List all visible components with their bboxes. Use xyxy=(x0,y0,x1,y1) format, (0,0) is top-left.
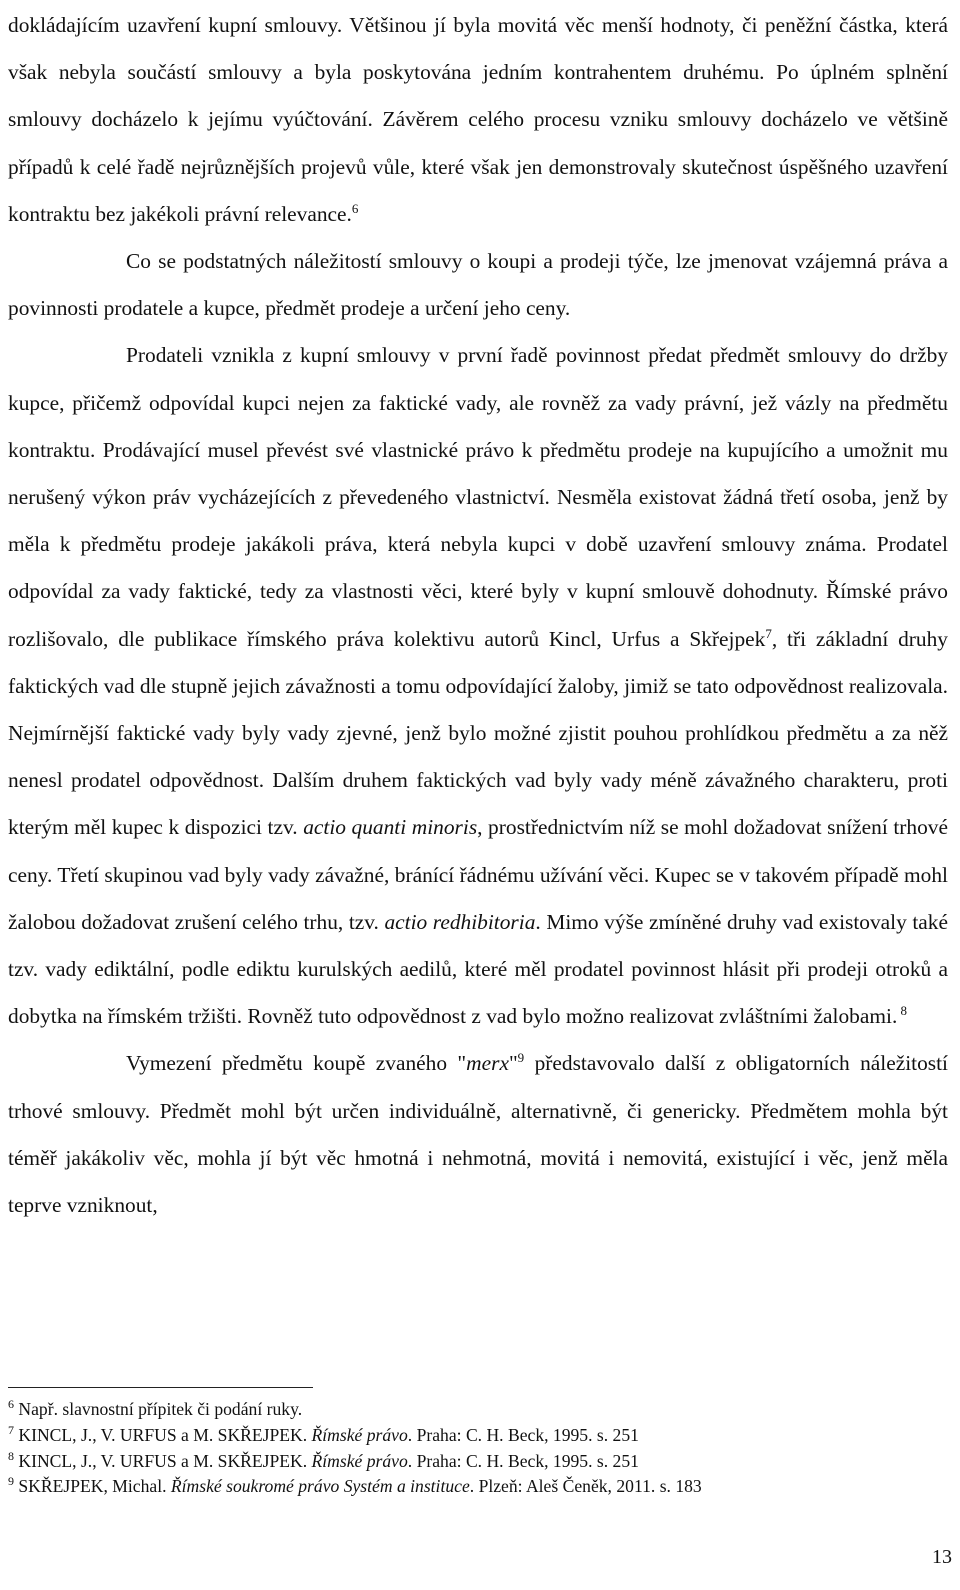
footnote xyxy=(8,1474,948,1500)
footnote-separator xyxy=(8,1387,313,1388)
paragraph xyxy=(8,1040,948,1229)
text-run: dokládajícím uzavření kupní smlouvy. Většinou jí byla movitá věc menší hodnoty, či peněžní částka, která však nebyla součástí smlouvy a byla poskytována jedním kontrahentem druhému. Po úplném splnění smlouvy docházelo k jejímu vyúčtování. Závěrem celého procesu vzniku smlouvy docházelo ve většině případů k celé řadě nejrůznějších projevů vůle, které však jen demonstrovaly skutečnost úspěšného uzavření kontraktu bez jakékoli právní relevance. xyxy=(8,13,948,226)
italic-term: merx xyxy=(466,1051,509,1076)
text-run: Např. slavnostní přípitek či podání ruky. xyxy=(14,1399,303,1419)
text-run: " xyxy=(508,1051,518,1076)
text-run: představovalo další z obligatorních náležitostí trhové smlouvy. Předmět mohl být určen individuálně, alternativně, či genericky. Předmětem mohla být téměř jakákoliv věc, mohla jí být věc hmotná i nehmotná, movitá i nemovitá, existující i věc, jenž měla teprve vzniknout, xyxy=(8,1051,948,1218)
italic-term: actio quanti minoris xyxy=(303,815,478,840)
text-run: . Praha: C. H. Beck, 1995. s. 251 xyxy=(407,1424,639,1445)
text-run: KINCL, J., V. URFUS a M. SKŘEJPEK. xyxy=(14,1424,312,1445)
italic-term: actio redhibitoria xyxy=(384,909,536,934)
paragraph xyxy=(8,332,948,1040)
text-run: . Plzeň: Aleš Čeněk, 2011. s. 183 xyxy=(469,1476,702,1497)
footnote xyxy=(8,1423,948,1449)
footnote-reference: 8 xyxy=(897,1003,908,1019)
text-run: KINCL, J., V. URFUS a M. SKŘEJPEK. xyxy=(14,1450,312,1471)
footnote xyxy=(8,1397,948,1423)
text-run: Co se podstatných náležitostí smlouvy o koupi a prodeji týče, lze jmenovat vzájemná práva a povinnosti prodatele a kupce, předmět prodeje a určení jeho ceny. xyxy=(8,249,948,321)
footnotes xyxy=(8,1397,948,1500)
italic-term: Římské soukromé právo Systém a instituce xyxy=(170,1476,470,1497)
text-run: , prostřednictvím níž se mohl dožadovat snížení trhové ceny. Třetí skupinou vad byly vady závažné, bránící řádnému užívání věci. Kupec se v takovém případě mohl žalobou dožadovat zrušení celého trhu, tzv. xyxy=(8,815,948,934)
italic-term: Římské právo xyxy=(311,1424,408,1445)
text-run: , tři základní druhy faktických vad dle stupně jejich závažnosti a tomu odpovídající žaloby, jimiž se tato odpovědnost realizovala. Nejmírnější faktické vady byly vady zjevné, jenž bylo možné zjistit pouhou prohlídkou předmětu a za něž nenesl prodatel odpovědnost. Dalším druhem faktických vad byly vady méně závažného charakteru, proti kterým měl kupec k dispozici tzv. xyxy=(8,626,948,840)
footnote-reference: 9 xyxy=(517,1050,525,1066)
body-text xyxy=(8,2,948,1229)
footnote-number: 7 xyxy=(8,1422,14,1437)
footnote-number: 8 xyxy=(8,1448,14,1463)
paragraph xyxy=(8,2,948,238)
text-run: Prodateli vznikla z kupní smlouvy v první řadě povinnost předat předmět smlouvy do držby kupce, přičemž odpovídal kupci nejen za faktické vady, ale rovněž za vady právní, jež vázly na předmětu kontraktu. Prodávající musel převést své vlastnické právo k předmětu prodeje na kupujícího a umožnit mu nerušený výkon práv vycházejících z převedeného vlastnictví. Nesměla existovat žádná třetí osoba, jenž by měla k předmětu prodeje jakákoli práva, která nebyla kupci v době uzavření smlouvy známa. Prodatel odpovídal za vady faktické, tedy za vlastnosti věci, které byly v kupní smlouvě dohodnuty. Římské právo rozlišovalo, dle publikace římského práva kolektivu autorů Kincl, Urfus a Skřejpek xyxy=(8,343,948,651)
footnote-reference: 6 xyxy=(351,200,359,216)
text-run: SKŘEJPEK, Michal. xyxy=(14,1476,171,1497)
page-number: 13 xyxy=(932,1546,952,1568)
paragraph xyxy=(8,238,948,332)
text-run: . Praha: C. H. Beck, 1995. s. 251 xyxy=(407,1450,639,1471)
footnote-number: 6 xyxy=(8,1397,14,1412)
footnote xyxy=(8,1449,948,1475)
italic-term: Římské právo xyxy=(311,1450,408,1471)
footnote-number: 9 xyxy=(8,1474,14,1489)
text-run: Vymezení předmětu koupě zvaného " xyxy=(126,1051,467,1076)
footnote-reference: 7 xyxy=(765,625,772,641)
text-run: . Mimo výše zmíněné druhy vad existovaly také tzv. vady ediktální, podle ediktu kurulských aedilů, které měl prodatel povinnost hlásit při prodeji otroků a dobytka na římském tržišti. Rovněž tuto odpovědnost z vad bylo možno realizovat zvláštními žalobami. xyxy=(8,909,948,1029)
